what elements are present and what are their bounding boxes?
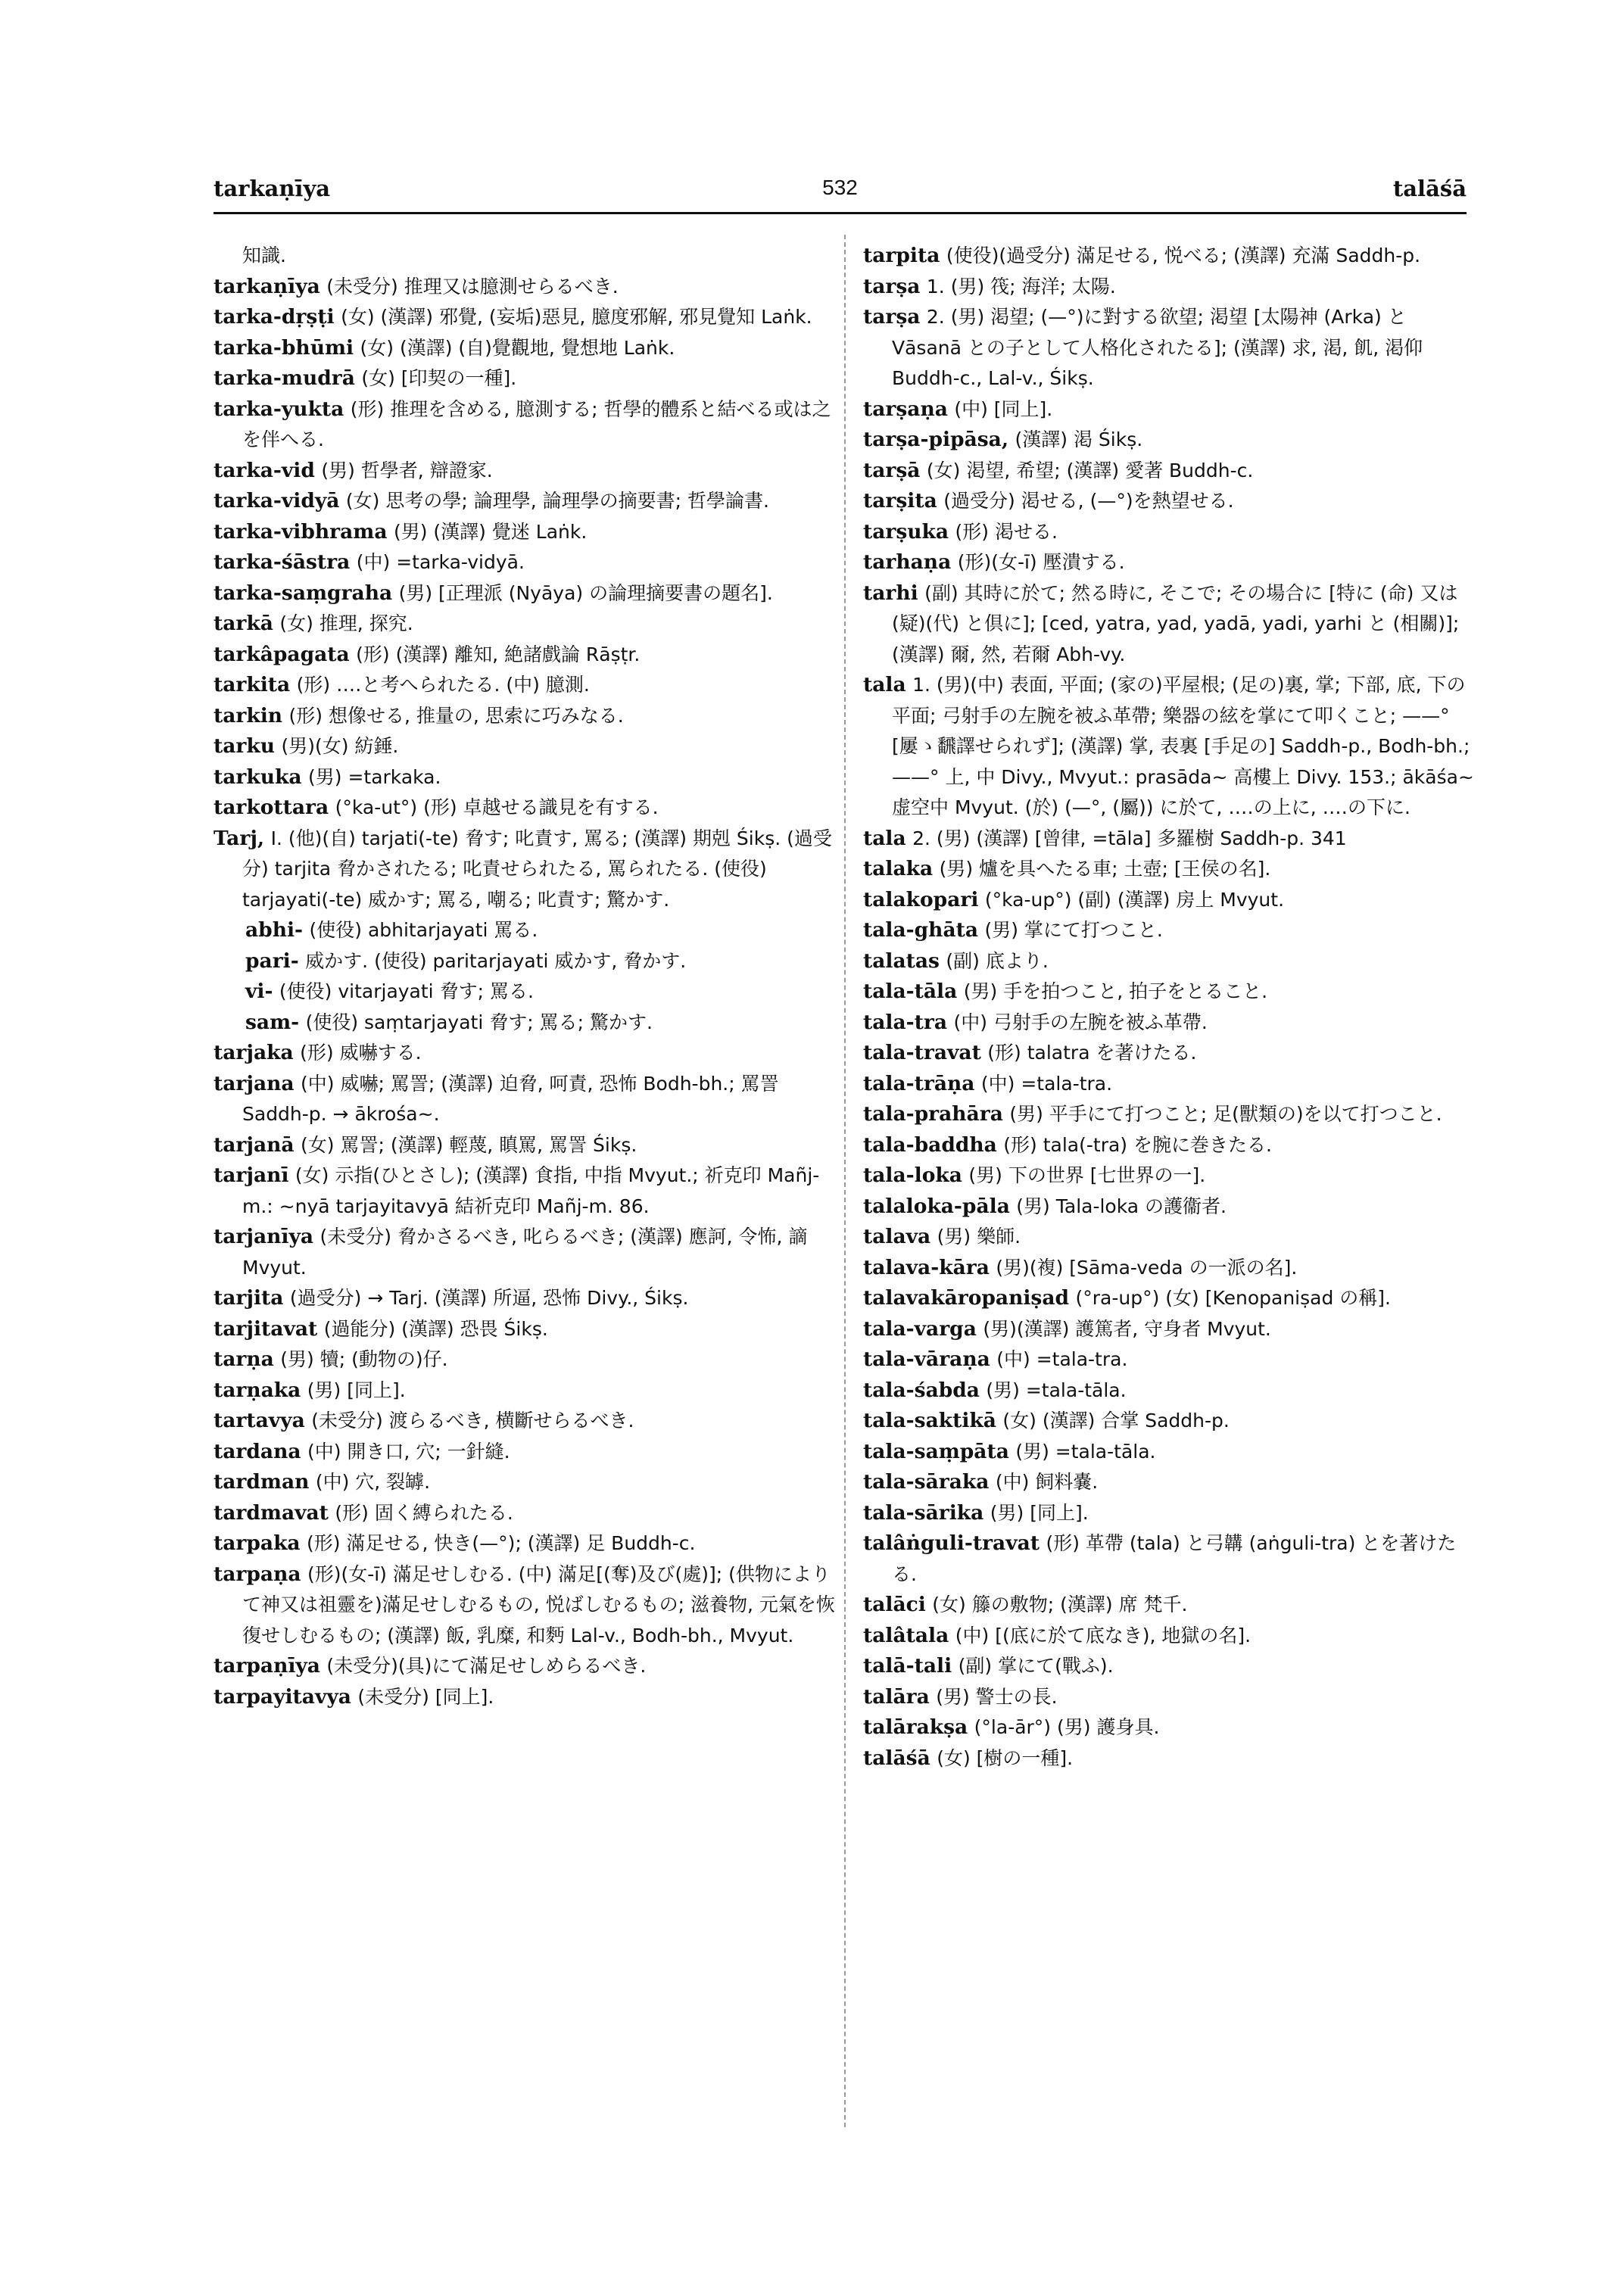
entry-definition: (男)(女) 紡錘.	[281, 735, 399, 757]
dictionary-entry	[863, 1161, 1475, 1192]
entry-definition: (男) 警士の長.	[936, 1685, 1058, 1708]
entry-headword: talava	[863, 1225, 931, 1248]
dictionary-entry	[214, 609, 842, 640]
entry-definition: (男) =tala-tāla.	[1015, 1440, 1156, 1463]
entry-definition: (使役) saṃtarjayati 脅す; 罵る; 驚かす.	[305, 1011, 653, 1033]
dictionary-entry	[863, 1038, 1475, 1069]
entry-definition: 知識.	[242, 245, 286, 266]
entry-headword: tarjanīya	[214, 1225, 314, 1248]
entry-definition: (女) 罵詈; (漢譯) 輕蔑, 瞋罵, 罵詈 Śikṣ.	[301, 1133, 637, 1156]
entry-headword: tala-loka	[863, 1164, 962, 1187]
entry-definition: (男) =tala-tāla.	[986, 1379, 1127, 1401]
entry-headword: tarka-vid	[214, 458, 315, 482]
entry-headword: sam-	[245, 1010, 300, 1034]
entry-definition: (男) [正理派 (Nyāya) の論理摘要書の題名].	[398, 581, 773, 604]
dictionary-entry	[863, 1192, 1475, 1223]
dictionary-entry	[863, 854, 1475, 885]
entry-definition: (使役) abhitarjayati 罵る.	[309, 919, 538, 941]
entry-headword: tartavya	[214, 1409, 305, 1432]
dictionary-entry	[863, 1375, 1475, 1407]
dictionary-entry	[863, 1743, 1475, 1774]
dictionary-entry	[863, 302, 1475, 394]
entry-definition: (男) 下の世界 [七世界の一].	[968, 1164, 1206, 1186]
dictionary-entry	[214, 1406, 842, 1437]
dictionary-entry	[863, 425, 1475, 456]
dictionary-entry	[214, 670, 842, 701]
dictionary-entry	[863, 1130, 1475, 1161]
entry-definition: (°la-ār°) (男) 護身具.	[974, 1716, 1160, 1738]
entry-definition: (形)(女-ī) 滿足せしむる. (中) 滿足[(奪)及び(處)]; (供物によりて神又は祖靈を)滿足せしむるもの, 悦ばしむるもの; 滋養物, 元氣を恢復せしむるもの; (漢譯) 飯, 乳糜, 和麪 Lal-v., Bodh-bh., Mvyut.	[242, 1562, 835, 1647]
entry-definition: (女) 籐の敷物; (漢譯) 席 梵千.	[932, 1594, 1188, 1615]
entry-headword: tala-śabda	[863, 1378, 980, 1402]
entry-definition: (中) 穴, 裂罅.	[315, 1471, 431, 1493]
entry-definition: (男) 樂師.	[937, 1226, 1021, 1248]
entry-definition: (女) 推理, 探究.	[279, 612, 413, 634]
entry-definition: (男)(複) [Sāma-veda の一派の名].	[996, 1256, 1298, 1279]
entry-headword: tarṣa	[863, 274, 921, 298]
dictionary-entry	[214, 640, 842, 671]
dictionary-entry	[863, 1467, 1475, 1498]
entry-definition: (形) ‥‥と考へられたる. (中) 臆測.	[296, 674, 590, 696]
entry-headword: tala-varga	[863, 1316, 977, 1341]
entry-headword: tarka-bhūmi	[214, 335, 354, 360]
entry-definition: (副) 其時に於て; 然る時に, そこで; その場合に [特に (命) 又は (疑)(代) と倶に]; [ced, yatra, yad, yadā, yadi, yarhi と (相關)]; (漢譯) 爾, 然, 若爾 Abh-vy.	[892, 581, 1460, 665]
entry-headword: tarṣa	[863, 305, 921, 329]
entry-definition: (男) 手を拍つこと, 拍子をとること.	[963, 980, 1268, 1002]
dictionary-entry	[214, 946, 842, 977]
dictionary-entry	[214, 977, 842, 1008]
dictionary-entry	[863, 1008, 1475, 1039]
entry-headword: tardmavat	[214, 1500, 329, 1525]
entry-headword: tarjanā	[214, 1132, 295, 1157]
entry-definition: (副) 底より.	[946, 949, 1049, 972]
entry-headword: tarkita	[214, 673, 291, 696]
entry-definition: (形) 固く縛られたる.	[335, 1501, 513, 1524]
dictionary-entry	[214, 394, 842, 456]
entry-definition: (女) (漢譯) 邪覺, (妄垢)惡見, 臆度邪解, 邪見覺知 Laṅk.	[341, 306, 812, 328]
dictionary-entry	[214, 241, 842, 272]
entry-definition: (形) 革帶 (tala) と弓韝 (aṅguli-tra) とを著けたる.	[892, 1532, 1457, 1585]
dictionary-entry	[214, 824, 842, 916]
entry-headword: talavakāropaniṣad	[863, 1286, 1070, 1310]
entry-definition: (形) talatra を著けたる.	[987, 1042, 1197, 1064]
dictionary-entry	[214, 547, 842, 578]
entry-definition: (形) 想像せる, 推量の, 思索に巧みなる.	[288, 704, 624, 727]
entry-headword: talaka	[863, 857, 934, 880]
entry-definition: (未受分) 渡らるべき, 横斷せらるべき.	[311, 1410, 634, 1432]
entry-headword: tarṣita	[863, 489, 937, 512]
dictionary-entry	[863, 1222, 1475, 1253]
entry-definition: (形) 威嚇する.	[300, 1042, 422, 1064]
entry-definition: (女) [樹の一種].	[937, 1746, 1074, 1769]
entry-definition: (未受分) 脅かさるべき, 叱らるべき; (漢譯) 應訶, 令怖, 謫 Mvyut.	[242, 1226, 808, 1279]
entry-headword: tarṣuka	[863, 519, 949, 544]
entry-definition: (女) 示指(ひとさし); (漢譯) 食指, 中指 Mvyut.; 祈克印 Mañj-m.: ~nyā tarjayitavyā 結祈克印 Mañj-m. 86.	[242, 1164, 820, 1217]
entry-headword: talāci	[863, 1593, 926, 1616]
dictionary-entry	[214, 1682, 842, 1713]
entry-headword: tarka-śāstra	[214, 550, 351, 574]
dictionary-entry	[214, 1467, 842, 1498]
entry-headword: tarhi	[863, 581, 918, 605]
entry-headword: tarjitavat	[214, 1316, 318, 1341]
entry-headword: vi-	[245, 980, 273, 1003]
entry-headword: tarpaka	[214, 1531, 301, 1555]
entry-definition: 2. (男) (漢譯) [曾律, =tāla] 多羅樹 Saddh-p. 341	[912, 827, 1347, 849]
entry-headword: talâṅguli-travat	[863, 1531, 1040, 1555]
entry-headword: tarkā	[214, 612, 273, 635]
entry-definition: (未受分)(具)にて滿足せしめらるべき.	[326, 1655, 647, 1677]
header-guide-word-left: tarkaṇīya	[214, 176, 331, 201]
entry-definition: (中) 飼料嚢.	[995, 1471, 1099, 1493]
entry-headword: talava-kāra	[863, 1255, 990, 1279]
dictionary-entry	[214, 302, 842, 333]
entry-headword: tarka-saṃgraha	[214, 581, 393, 605]
dictionary-entry	[214, 1498, 842, 1529]
entry-definition: 1. (男)(中) 表面, 平面; (家の)平屋根; (足の)裏, 掌; 下部, 底, 下の平面; 弓射手の左腕を被ふ革帶; 樂器の絃を掌にて叩くこと; ——° [屢ゝ飜譯せられず]; (漢譯) 掌, 表裏 [手足の] Saddh-p., Bodh-bh.; ——° 上, 中 Divy., Mvyut.: prasāda~ 高樓上 Divy. 153.; ākāśa~ 虚空中 Mvyut. (於) (—°, (屬)) に於て, ‥‥の上に, ‥‥の下に.	[892, 674, 1474, 818]
dictionary-entry	[214, 1344, 842, 1375]
entry-definition: (形) (漢譯) 離知, 絶諸戲論 Rāṣṭr.	[356, 643, 641, 665]
entry-headword: talaloka-pāla	[863, 1194, 1010, 1218]
entry-headword: tarṣa-pipāsa,	[863, 428, 1009, 451]
entry-headword: tardman	[214, 1470, 310, 1494]
entry-definition: (形) 渇せる.	[955, 520, 1058, 543]
entry-definition: (未受分) [同上].	[357, 1685, 494, 1708]
dictionary-entry	[214, 1038, 842, 1069]
entry-definition: (使役)(過受分) 滿足せる, 悦べる; (漢譯) 充滿 Saddh-p.	[946, 245, 1421, 266]
dictionary-entry	[214, 701, 842, 732]
entry-headword: tala	[863, 673, 906, 696]
dictionary-entry	[863, 1621, 1475, 1652]
dictionary-entry	[214, 363, 842, 394]
entry-definition: (°ka-ut°) (形) 卓越せる識見を有する.	[335, 796, 659, 818]
entry-headword: tala-saktikā	[863, 1409, 996, 1432]
entry-headword: talatas	[863, 949, 940, 973]
entry-definition: (男) [同上].	[990, 1501, 1089, 1524]
dictionary-entry	[214, 456, 842, 487]
entry-definition: (女) 思考の學; 論理學, 論理學の摘要書; 哲學論書.	[345, 490, 769, 512]
dictionary-entry	[863, 241, 1475, 272]
entry-headword: tarhaṇa	[863, 550, 952, 574]
entry-headword: tarkin	[214, 703, 283, 727]
entry-definition: (中) [同上].	[954, 397, 1053, 420]
entry-definition: (中) =tala-tra.	[996, 1348, 1128, 1370]
dictionary-entry	[214, 1437, 842, 1468]
dictionary-entry	[863, 486, 1475, 517]
entry-headword: tarṇa	[214, 1347, 274, 1371]
dictionary-entry	[863, 1099, 1475, 1130]
entry-definition: (過受分) 渇せる, (—°)を熱望せる.	[943, 490, 1234, 512]
dictionary-entry	[863, 1253, 1475, 1284]
dictionary-entry	[863, 1712, 1475, 1743]
dictionary-entry	[863, 977, 1475, 1008]
entry-headword: Tarj,	[214, 826, 265, 850]
entry-headword: talārakṣa	[863, 1715, 968, 1739]
page-number: 532	[822, 176, 858, 199]
entry-headword: tarpayitavya	[214, 1684, 351, 1709]
entry-headword: tarkottara	[214, 796, 329, 819]
entry-headword: tarka-yukta	[214, 397, 344, 421]
entry-headword: tarṣaṇa	[863, 397, 948, 421]
dictionary-entry	[214, 1008, 842, 1039]
entry-headword: tarjana	[214, 1071, 295, 1095]
entry-definition: (°ra-up°) (女) [Kenopaniṣad の稱].	[1075, 1287, 1391, 1309]
dictionary-entry	[863, 670, 1475, 824]
header-rule	[214, 212, 1467, 214]
dictionary-entry	[863, 578, 1475, 671]
dictionary-entry	[863, 1314, 1475, 1345]
entry-headword: tala-sāraka	[863, 1470, 990, 1494]
dictionary-entry	[863, 824, 1475, 855]
entry-definition: (過受分) → Tarj. (漢譯) 所逼, 恐怖 Divy., Śikṣ.	[289, 1287, 689, 1309]
entry-definition: (男)(漢譯) 護篤者, 守身者 Mvyut.	[983, 1317, 1271, 1340]
entry-definition: (男) =tarkaka.	[307, 765, 441, 788]
dictionary-entry	[863, 915, 1475, 946]
page-header	[214, 176, 1467, 209]
entry-headword: tala-vāraṇa	[863, 1347, 990, 1371]
dictionary-entry	[214, 1283, 842, 1314]
entry-definition: (男) Tala-loka の護衞者.	[1016, 1195, 1227, 1217]
entry-headword: talāra	[863, 1684, 930, 1709]
entry-headword: tarkuka	[214, 765, 302, 789]
dictionary-entry	[214, 1528, 842, 1559]
dictionary-entry	[863, 1651, 1475, 1682]
entry-headword: talakopari	[863, 887, 979, 911]
dictionary-entry	[863, 885, 1475, 916]
dictionary-entry	[863, 394, 1475, 425]
entry-definition: (中) 開き口, 穴; 一針縫.	[307, 1440, 510, 1463]
entry-definition: (形)(女-ī) 壓潰する.	[957, 551, 1125, 573]
entry-headword: tala-saṃpāta	[863, 1439, 1009, 1463]
entry-definition: (使役) vitarjayati 脅す; 罵る.	[279, 980, 534, 1002]
entry-headword: tarka-dṛṣṭi	[214, 305, 335, 329]
dictionary-entry	[214, 1559, 842, 1652]
entry-definition: (中) 弓射手の左腕を被ふ革帶.	[953, 1011, 1208, 1033]
dictionary-entry	[214, 1130, 842, 1161]
entry-definition: (男) 爐を具へたる車; 土壺; [王侯の名].	[939, 858, 1271, 880]
dictionary-entry	[214, 272, 842, 303]
entry-definition: 威かす. (使役) paritarjayati 威かす, 脅かす.	[305, 949, 687, 972]
entry-headword: tala-sārika	[863, 1500, 984, 1525]
dictionary-entry	[214, 1314, 842, 1345]
entry-headword: tala-trāṇa	[863, 1071, 975, 1095]
entry-headword: tala-tāla	[863, 980, 958, 1003]
entry-headword: tarkaṇīya	[214, 274, 320, 298]
entry-headword: tarpaṇa	[214, 1562, 301, 1586]
entry-headword: tarjita	[214, 1286, 284, 1310]
dictionary-entry	[214, 578, 842, 609]
entry-definition: (副) 掌にて(戰ふ).	[958, 1655, 1114, 1677]
entry-definition: (男) 犢; (動物の)仔.	[280, 1348, 448, 1370]
dictionary-entry	[214, 333, 842, 364]
entry-definition: (形) 推理を含める, 臆測する; 哲學的體系と結べる或は之を伴へる.	[242, 397, 831, 450]
entry-definition: (女) (漢譯) 合掌 Saddh-p.	[1002, 1410, 1230, 1432]
entry-headword: abhi-	[245, 918, 304, 942]
entry-headword: tarpita	[863, 244, 940, 267]
dictionary-entry	[863, 1283, 1475, 1314]
entry-definition: (°ka-up°) (副) (漢譯) 房上 Mvyut.	[984, 888, 1285, 911]
entry-definition: (形) tala(-tra) を腕に巻きたる.	[1003, 1133, 1272, 1156]
dictionary-entry	[214, 486, 842, 517]
entry-definition: (男) (漢譯) 覺迷 Laṅk.	[393, 520, 588, 543]
entry-definition: (未受分) 推理又は臆測せらるべき.	[326, 275, 619, 298]
dictionary-entry	[863, 517, 1475, 548]
left-column	[214, 241, 842, 1712]
entry-definition: (中) =tala-tra.	[980, 1072, 1113, 1095]
dictionary-entry	[863, 1406, 1475, 1437]
dictionary-entry	[214, 1651, 842, 1682]
entry-headword: talāśā	[863, 1746, 930, 1770]
entry-definition: (過能分) (漢譯) 恐畏 Śikṣ.	[323, 1317, 548, 1340]
dictionary-entry	[863, 1069, 1475, 1100]
dictionary-entry	[214, 762, 842, 793]
dictionary-entry	[214, 1161, 842, 1222]
dictionary-entry	[214, 793, 842, 824]
dictionary-entry	[863, 1498, 1475, 1529]
entry-headword: tarjaka	[214, 1041, 294, 1064]
entry-headword: talā-tali	[863, 1654, 952, 1678]
entry-headword: tardana	[214, 1439, 301, 1463]
dictionary-entry	[214, 1375, 842, 1407]
dictionary-entry	[214, 1069, 842, 1130]
column-divider	[844, 235, 847, 2127]
dictionary-entry	[863, 456, 1475, 487]
entry-definition: (女) 渇望, 希望; (漢譯) 愛著 Buddh-c.	[926, 459, 1254, 481]
entry-headword: tarku	[214, 734, 276, 758]
dictionary-entry	[214, 731, 842, 762]
entry-definition: (漢譯) 渇 Śikṣ.	[1015, 428, 1143, 450]
entry-definition: (女) (漢譯) (自)覺觀地, 覺想地 Laṅk.	[360, 336, 675, 359]
dictionary-entry	[863, 1437, 1475, 1468]
dictionary-entry	[214, 517, 842, 548]
entry-headword: tarpaṇīya	[214, 1654, 320, 1678]
entry-definition: I. (他)(自) tarjati(-te) 脅す; 叱責す, 罵る; (漢譯) 期剋 Śikṣ. (過受分) tarjita 脅かされたる; 叱責せられたる, 罵られたる. (使役) tarjayati(-te) 威かす; 罵る, 嘲る; 叱責す; 驚かす.	[242, 827, 832, 911]
dictionary-entry	[214, 1222, 842, 1283]
dictionary-entry	[863, 1344, 1475, 1375]
entry-headword: tarka-vibhrama	[214, 519, 388, 544]
entry-headword: tala	[863, 826, 906, 850]
right-column	[863, 241, 1475, 1774]
dictionary-entry	[863, 547, 1475, 578]
entry-headword: tala-travat	[863, 1041, 981, 1064]
entry-definition: (男) 掌にて打つこと.	[984, 919, 1163, 941]
entry-headword: tala-prahāra	[863, 1102, 1003, 1126]
entry-headword: talâtala	[863, 1623, 949, 1647]
entry-definition: (形) 滿足せる, 快き(—°); (漢譯) 足 Buddh-c.	[307, 1532, 696, 1554]
entry-definition: 2. (男) 渇望; (—°)に對する欲望; 渇望 [太陽神 (Arka) と Vāsanā との子として人格化されたる]; (漢譯) 求, 渇, 飢, 渇仰 Buddh-c., Lal-v., Śikṣ.	[892, 306, 1423, 389]
entry-headword: tarkâpagata	[214, 642, 350, 666]
entry-definition: (男) 平手にて打つこと; 足(獸類の)を以て打つこと.	[1009, 1103, 1442, 1125]
entry-headword: tala-ghāta	[863, 918, 979, 942]
dictionary-entry	[863, 1528, 1475, 1590]
dictionary-entry	[863, 946, 1475, 977]
dictionary-entry	[214, 915, 842, 946]
dictionary-entry	[863, 1590, 1475, 1621]
entry-headword: pari-	[245, 949, 299, 973]
entry-headword: tarka-mudrā	[214, 366, 355, 390]
entry-definition: 1. (男) 筏; 海洋; 太陽.	[926, 275, 1116, 298]
header-guide-word-right: talāśā	[1392, 176, 1467, 201]
entry-definition: (男) 哲學者, 辯證家.	[321, 459, 493, 481]
entry-definition: (中) =tarka-vidyā.	[356, 551, 525, 573]
entry-definition: (中) [(底に於て底なき), 地獄の名].	[955, 1624, 1252, 1647]
dictionary-entry	[863, 1682, 1475, 1713]
entry-definition: (女) [印契の一種].	[361, 367, 517, 389]
dictionary-entry	[863, 272, 1475, 303]
entry-headword: tala-tra	[863, 1010, 948, 1034]
entry-headword: tarṇaka	[214, 1378, 301, 1402]
entry-headword: tarka-vidyā	[214, 489, 340, 512]
entry-definition: (男) [同上].	[307, 1379, 406, 1401]
entry-headword: tarṣā	[863, 458, 921, 482]
entry-headword: tala-baddha	[863, 1132, 997, 1157]
entry-definition: (中) 威嚇; 罵詈; (漢譯) 迫脅, 呵責, 恐怖 Bodh-bh.; 罵詈 Saddh-p. → ākrośa~.	[242, 1072, 779, 1125]
entry-headword: tarjanī	[214, 1164, 289, 1187]
